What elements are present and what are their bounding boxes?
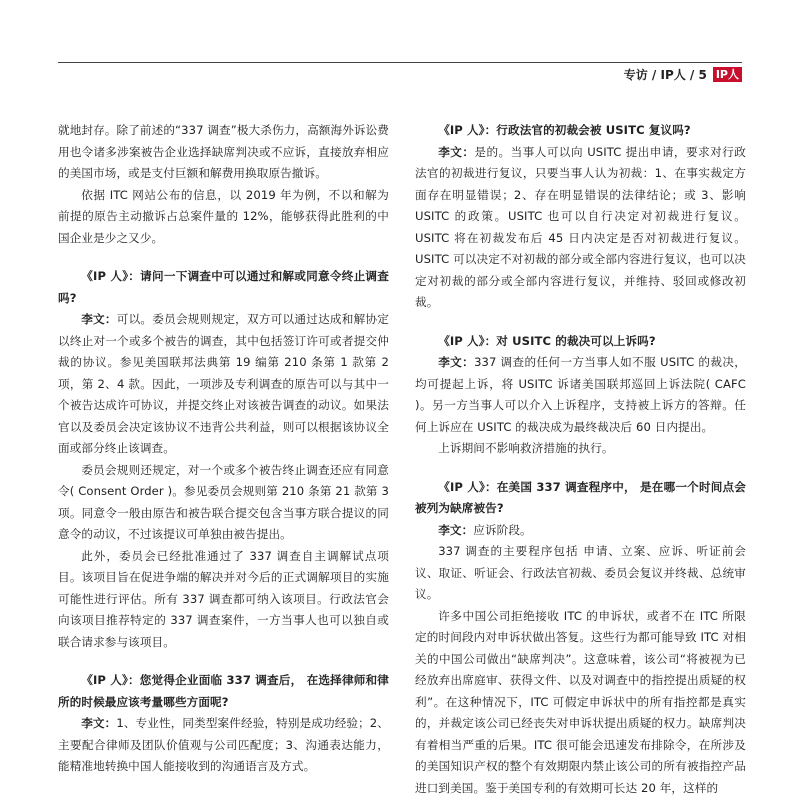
question-heading: 《IP 人》：您觉得企业面临 337 调查后， 在选择律师和律所的时候最应该考量哪些方面呢? (58, 673, 389, 709)
paragraph: 依据 ITC 网站公布的信息，以 2019 年为例，不以和解为前提的原告主动撤诉占总案件量的 12%，能够获得此胜利的中国企业是少之又少。 (58, 187, 389, 245)
speaker-label: 李文： (438, 522, 474, 537)
paragraph: 委员会规则还规定，对一个或多个被告终止调查还应有同意令( Consent Order )。参见委员会规则第 210 条第 21 款第 3 项。同意令一般由原告和被告联合提交包含当事方联合提议的同意令的动议，不过该提议可单独由被告提出。 (58, 462, 389, 541)
paragraph: 上诉期间不影响救济措施的执行。 (438, 441, 614, 455)
answer-paragraph (415, 352, 746, 438)
left-column (58, 120, 389, 778)
page-header (624, 66, 742, 82)
answer-paragraph (415, 142, 746, 314)
answer-text: 是的。当事人可以向 USITC 提出申请，要求对行政法官的初裁进行复议，只要当事人认为初裁：1、在事实裁定方面存在明显错误；2、存在明显错误的法律结论；或 3、影响 USITC 的政策。USITC 也可以自行决定对初裁进行复议。USITC 将在初裁发布后 45 日内决定是否对初裁进行复议。USITC 可以决定不对初裁的部分或全部内容进行复议，也可以决定对初裁的部分或全部内容进行复议，并维持、驳回或修改初裁。 (415, 144, 746, 309)
speaker-label: 李文： (81, 716, 117, 730)
paragraph: 337 调查的主要程序包括 申请、立案、应诉、听证前会议、取证、听证会、行政法官初裁、委员会复议并终裁、总统审议。 (415, 544, 746, 601)
question-heading: 《IP 人》：对 USITC 的裁决可以上诉吗? (438, 333, 656, 348)
header-rule (58, 62, 742, 63)
question-heading: 《IP 人》：行政法官的初裁会被 USITC 复议吗? (438, 123, 691, 137)
answer-text: 337 调查的任何一方当事人如不服 USITC 的裁决，均可提起上诉，将 USITC 诉诸美国联邦巡回上诉法院( CAFC )。另一方当事人可以介入上诉程序，支持被上诉方的答辩。任何上诉应在 USITC 的裁决成为最终裁决后 60 日内提出。 (415, 355, 746, 434)
answer-text: 1、专业性，同类型案件经验，特别是成功经验；2、主要配合律师及团队价值观与公司匹配度；3、沟通表达能力，能精准地转换中国人能接收到的沟通语言及方式。 (58, 716, 390, 773)
speaker-label: 李文： (438, 355, 475, 369)
paragraph: 就地封存。除了前述的“337 调查”极大杀伤力，高额海外诉讼费用也令诸多涉案被告企业选择缺席判决或不应诉，直接放弃相应的美国市场，或是支付巨额和解费用换取原告撤诉。 (58, 123, 389, 180)
answer-text: 可以。委员会规则规定，双方可以通过达成和解协定以终止对一个或多个被告的调查，其中包括签订许可或者提交仲裁的协议。参见美国联邦法典第 19 编第 210 条第 1 款第 2 项，第 2、4 款。因此，一项涉及专利调查的原告可以与其中一个被告达成许可协议，并提交终止对该被告调查的动议。如果法官以及委员会决定该协议不违背公共利益，则可以根据该协议全面或部分终止该调查。 (58, 312, 389, 455)
answer-paragraph (415, 520, 746, 542)
ip-badge: IP人 (713, 67, 742, 82)
speaker-label: 李文： (438, 144, 475, 159)
section-label: 专访 / IP人 / 5 (623, 67, 707, 82)
paragraph: 此外，委员会已经批准通过了 337 调查自主调解试点项目。该项目旨在促进争端的解决并对今后的正式调解项目的实施可能性进行评估。所有 337 调查都可纳入该项目。行政法官会向该项目推荐特定的 337 调查案件，一方当事人也可以独自或联合请求参与该项目。 (58, 548, 389, 649)
speaker-label: 李文： (81, 312, 117, 326)
question-heading: 《IP 人》：在美国 337 调查程序中， 是在哪一个时间点会被列为缺席被告? (415, 479, 746, 515)
answer-text: 应诉阶段。 (473, 522, 532, 537)
question-heading: 《IP 人》：请问一下调查中可以通过和解或同意令终止调查吗? (58, 269, 389, 305)
answer-paragraph (58, 309, 389, 460)
answer-paragraph (58, 713, 389, 778)
right-column (415, 120, 746, 799)
paragraph: 许多中国公司拒绝接收 ITC 的申诉状，或者不在 ITC 所限定的时间段内对申诉状做出答复。这些行为都可能导致 ITC 对相关的中国公司做出“缺席判决”。这意味着，该公司“将被视为已经放弃出席庭审、获得文件、以及对调查中的指控提出质疑的权利”。在这种情况下，ITC 可假定申诉状中的所有指控都是真实的，并裁定该公司已经丧失对申诉状提出质疑的权力。缺席判决有着相当严重的后果。ITC 很可能会迅速发布排除令，在所涉及的美国知识产权的整个有效期限内禁止该公司的所有被指控产品进口到美国。鉴于美国专利的有效期可长达 20 年，这样的 (415, 608, 746, 795)
